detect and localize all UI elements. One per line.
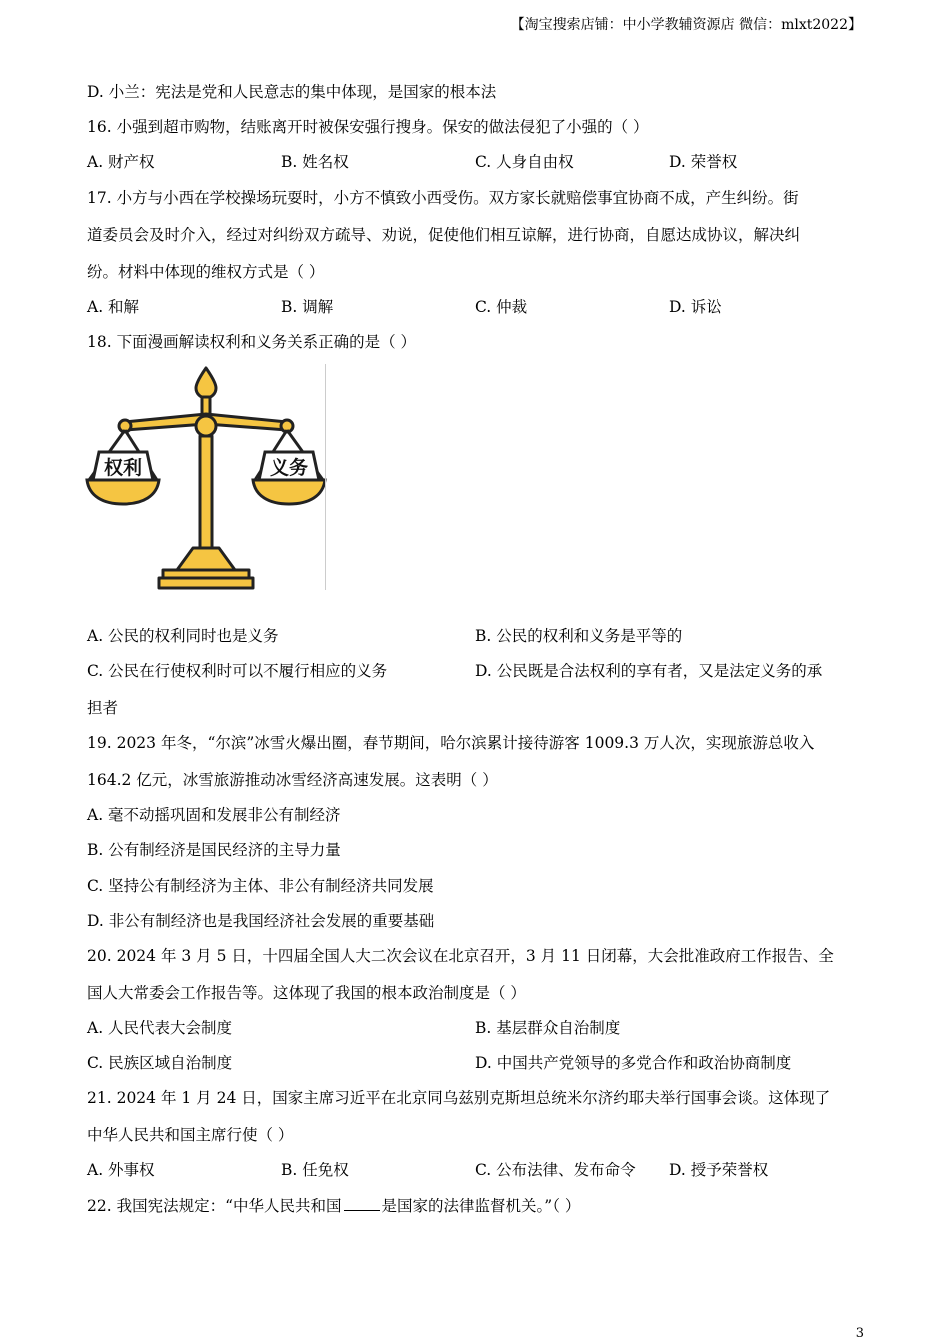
q18-stem: 18. 下面漫画解读权利和义务关系正确的是（ ）: [87, 333, 417, 351]
right-pan: [253, 480, 325, 504]
q16-option-c: C. 人身自由权: [475, 153, 574, 171]
q22-stem: [87, 1196, 580, 1216]
q21-option-b: B. 任免权: [281, 1161, 349, 1179]
q17-stem-line-1: 17. 小方与小西在学校操场玩耍时，小方不慎致小西受伤。双方家长就赔偿事宜协商不成，产生纠纷。街: [87, 189, 799, 207]
scale-pole: [200, 436, 212, 548]
q20-option-c: C. 民族区域自治制度: [87, 1054, 233, 1072]
figure-divider: [325, 364, 326, 590]
left-pan: [87, 480, 159, 504]
q17-stem-line-2: 道委员会及时介入，经过对纠纷双方疏导、劝说，促使他们相互谅解，进行协商，自愿达成协议，解决纠: [87, 226, 801, 244]
q19-stem-line-1: 19. 2023 年冬，“尔滨”冰雪火爆出圈，春节期间，哈尔滨累计接待游客 1009.3 万人次，实现旅游总收入: [87, 734, 815, 752]
q20-stem-line-2: 国人大常委会工作报告等。这体现了我国的根本政治制度是（ ）: [87, 984, 526, 1002]
q18-option-d: D. 公民既是合法权利的享有者，又是法定义务的承: [475, 662, 823, 680]
q16-stem: 16. 小强到超市购物，结账离开时被保安强行搜身。保安的做法侵犯了小强的（ ）: [87, 118, 649, 136]
q18-option-c: C. 公民在行使权利时可以不履行相应的义务: [87, 662, 388, 680]
q16-option-b: B. 姓名权: [281, 153, 349, 171]
q16-option-d: D. 荣誉权: [669, 153, 738, 171]
q22-blank: [344, 1196, 380, 1211]
q21-option-c: C. 公布法律、发布命令: [475, 1161, 636, 1179]
left-pan-label: 权利: [103, 457, 143, 479]
q21-option-d: D. 授予荣誉权: [669, 1161, 769, 1179]
q19-option-b: B. 公有制经济是国民经济的主导力量: [87, 841, 341, 859]
q18-option-d-cont: 担者: [87, 699, 119, 717]
q21-option-a: A. 外事权: [87, 1161, 155, 1179]
scale-base: [177, 548, 235, 570]
q22-stem-after: 是国家的法律监督机关。”（ ）: [381, 1197, 581, 1215]
q19-option-c: C. 坚持公有制经济为主体、非公有制经济共同发展: [87, 877, 434, 895]
q15-option-d: D. 小兰：宪法是党和人民意志的集中体现，是国家的根本法: [87, 83, 497, 101]
page-number: 3: [855, 1326, 864, 1341]
q20-option-b: B. 基层群众自治制度: [475, 1019, 621, 1037]
q21-stem-line-1: 21. 2024 年 1 月 24 日，国家主席习近平在北京同乌兹别克斯坦总统米尔济约耶夫举行国事会谈。这体现了: [87, 1089, 831, 1107]
q19-stem-line-2: 164.2 亿元，冰雪旅游推动冰雪经济高速发展。这表明（ ）: [87, 771, 498, 789]
right-pan-label: 义务: [269, 457, 309, 479]
q17-option-a: A. 和解: [87, 298, 140, 316]
q21-stem-line-2: 中华人民共和国主席行使（ ）: [87, 1126, 294, 1144]
q17-stem-line-3: 纷。材料中体现的维权方式是（ ）: [87, 263, 325, 281]
balance-scale-illustration: [85, 364, 327, 592]
header-banner: 【淘宝搜索店铺：中小学教辅资源店 微信：mlxt2022】: [510, 17, 862, 33]
scale-finial: [196, 368, 216, 398]
q20-option-d: D. 中国共产党领导的多党合作和政治协商制度: [475, 1054, 792, 1072]
q18-option-a: A. 公民的权利同时也是义务: [87, 627, 279, 645]
q22-stem-before: 22. 我国宪法规定：“中华人民共和国: [87, 1197, 342, 1215]
q17-option-d: D. 诉讼: [669, 298, 722, 316]
q19-option-a: A. 毫不动摇巩固和发展非公有制经济: [87, 806, 341, 824]
q17-option-b: B. 调解: [281, 298, 334, 316]
q17-option-c: C. 仲裁: [475, 298, 528, 316]
q19-option-d: D. 非公有制经济也是我国经济社会发展的重要基础: [87, 912, 435, 930]
q20-option-a: A. 人民代表大会制度: [87, 1019, 233, 1037]
q20-stem-line-1: 20. 2024 年 3 月 5 日，十四届全国人大二次会议在北京召开，3 月 11 日闭幕，大会批准政府工作报告、全: [87, 947, 834, 965]
q16-option-a: A. 财产权: [87, 153, 155, 171]
q18-option-b: B. 公民的权利和义务是平等的: [475, 627, 683, 645]
